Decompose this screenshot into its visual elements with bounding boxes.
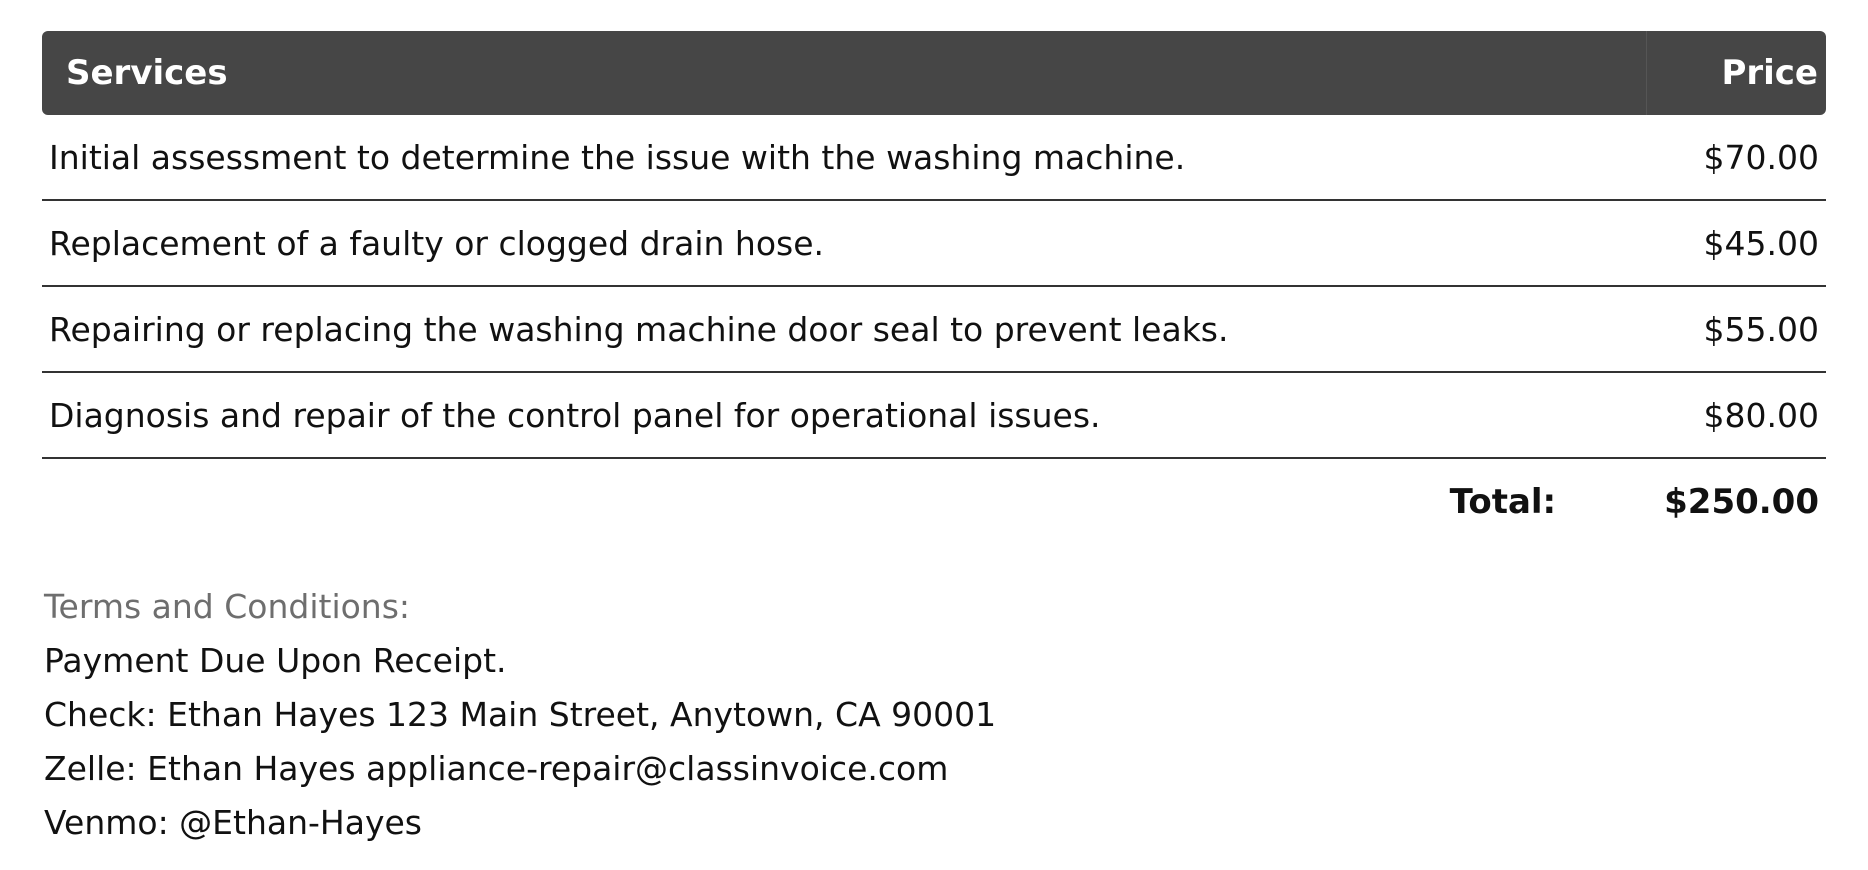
terms-payment-due: Payment Due Upon Receipt. — [44, 641, 507, 680]
service-price: $80.00 — [1703, 395, 1819, 435]
terms-venmo-info: Venmo: @Ethan-Hayes — [44, 803, 422, 842]
service-price: $45.00 — [1703, 223, 1819, 263]
table-row — [42, 287, 1826, 373]
terms-section — [44, 580, 996, 850]
total-label: Total: — [1449, 482, 1557, 522]
terms-check-info: Check: Ethan Hayes 123 Main Street, Anytown, CA 90001 — [44, 695, 997, 734]
table-header — [42, 31, 1826, 115]
table-row — [42, 115, 1826, 201]
services-column-header: Services — [66, 53, 228, 93]
table-row — [42, 373, 1826, 459]
total-row — [42, 459, 1826, 545]
table-row — [42, 201, 1826, 287]
service-description: Initial assessment to determine the issue with the washing machine. — [49, 137, 1186, 177]
service-description: Diagnosis and repair of the control panel for operational issues. — [49, 395, 1101, 435]
terms-zelle-info: Zelle: Ethan Hayes appliance-repair@classinvoice.com — [44, 749, 949, 788]
service-description: Replacement of a faulty or clogged drain hose. — [49, 223, 825, 263]
total-value: $250.00 — [1664, 482, 1819, 522]
service-price: $55.00 — [1703, 309, 1819, 349]
service-price: $70.00 — [1703, 137, 1819, 177]
terms-title: Terms and Conditions: — [44, 587, 411, 626]
services-table — [42, 31, 1826, 545]
price-column-header: Price — [1646, 31, 1826, 115]
service-description: Repairing or replacing the washing machine door seal to prevent leaks. — [49, 309, 1229, 349]
